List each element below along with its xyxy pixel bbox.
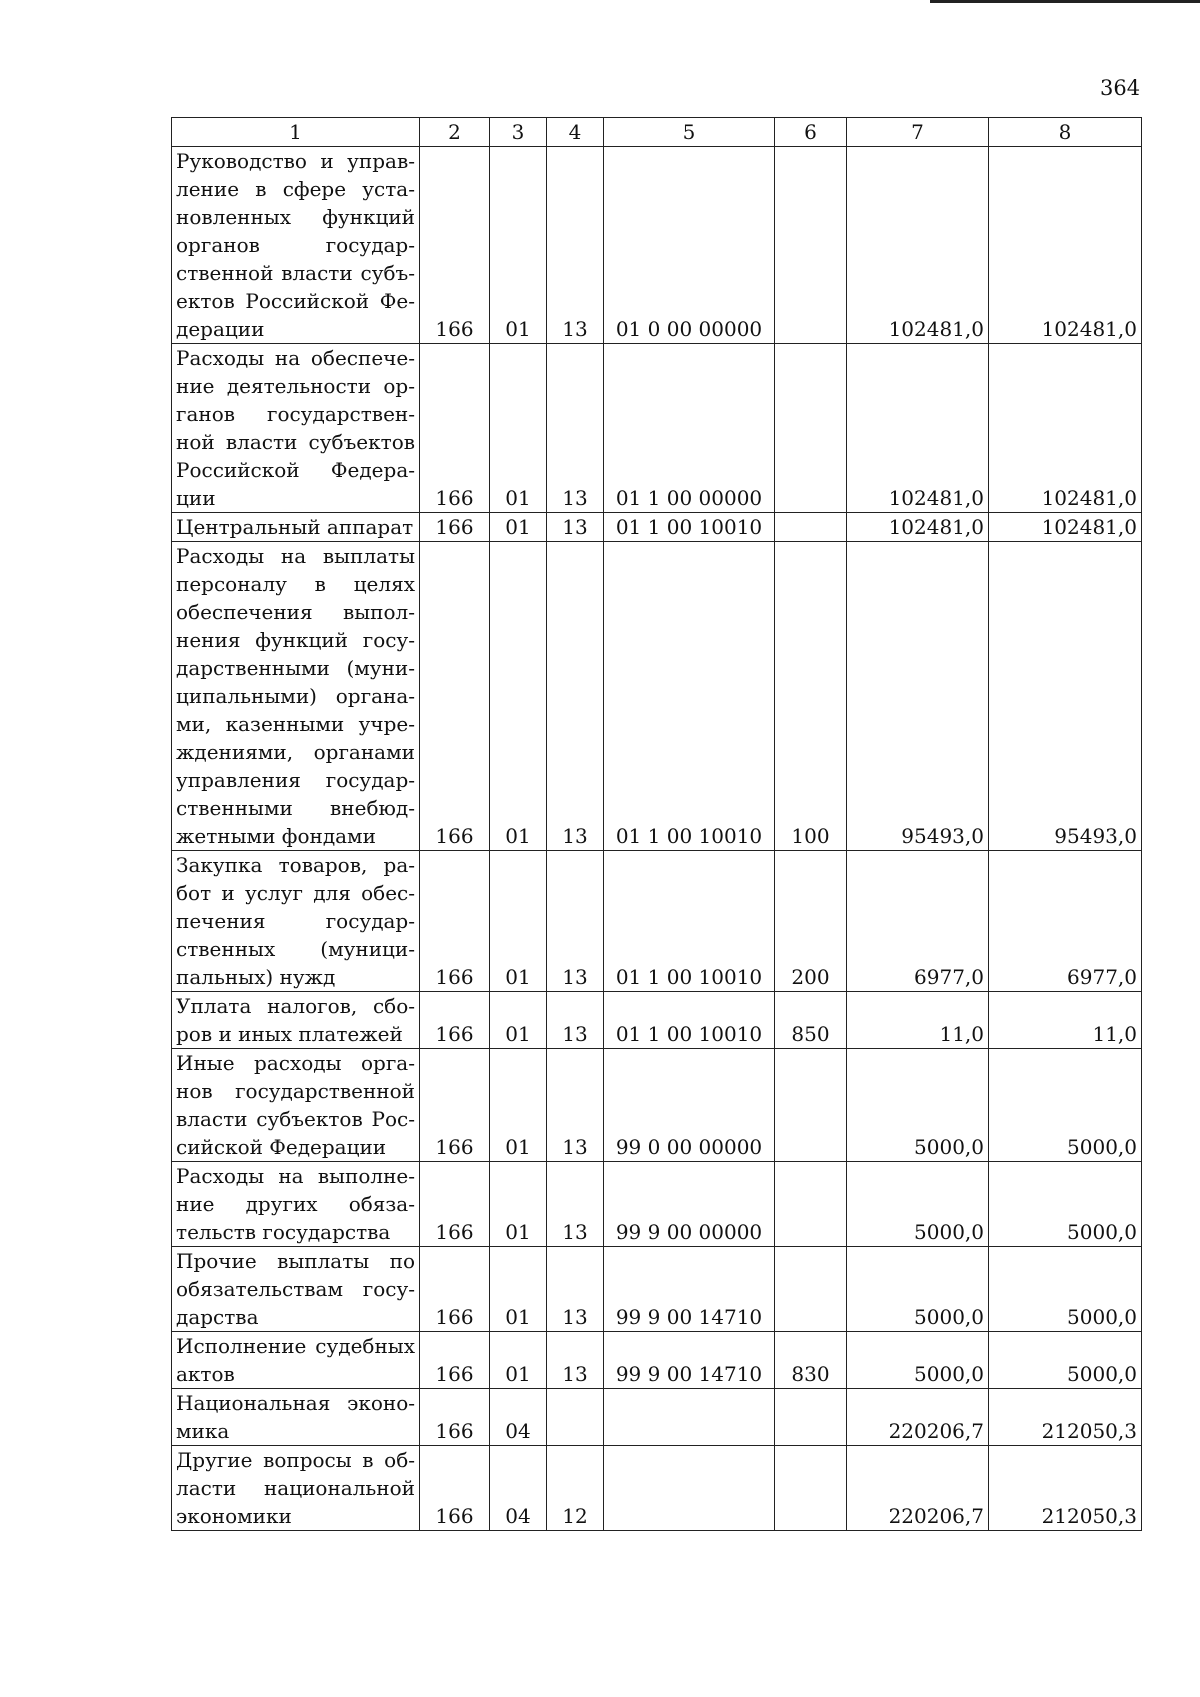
row-col8-cell: 6977,0 — [989, 851, 1142, 992]
row-col7-cell: 5000,0 — [847, 1162, 989, 1247]
page-number: 364 — [1100, 76, 1141, 100]
table-row — [172, 992, 1142, 1049]
row-col6-cell — [775, 1049, 847, 1162]
column-header: 4 — [547, 118, 604, 147]
row-col3-cell: 04 — [490, 1446, 547, 1531]
row-col2-cell: 166 — [420, 1247, 490, 1332]
row-col2-cell: 166 — [420, 1389, 490, 1446]
row-col4-cell: 13 — [547, 1332, 604, 1389]
row-col3-cell: 01 — [490, 992, 547, 1049]
top-rule — [930, 0, 1200, 3]
row-col8-cell: 95493,0 — [989, 542, 1142, 851]
row-col5-cell — [604, 1389, 775, 1446]
table-row — [172, 1446, 1142, 1531]
row-col4-cell: 13 — [547, 992, 604, 1049]
column-header: 5 — [604, 118, 775, 147]
header-row — [172, 118, 1142, 147]
row-col8-cell: 212050,3 — [989, 1446, 1142, 1531]
row-col3-cell: 01 — [490, 513, 547, 542]
row-col7-cell: 5000,0 — [847, 1049, 989, 1162]
row-col3-cell: 01 — [490, 1049, 547, 1162]
row-col2-cell: 166 — [420, 1049, 490, 1162]
row-name-cell: Другие вопросы в об- ласти национальной экономики — [172, 1446, 420, 1531]
row-col7-cell: 220206,7 — [847, 1446, 989, 1531]
row-name-cell: Центральный аппарат — [172, 513, 420, 542]
row-col8-cell: 5000,0 — [989, 1332, 1142, 1389]
row-name-cell: Расходы на выплаты персоналу в целях обеспечения выпол- нения функций госу- дарственными (муни- ципальными) органа- ми, казенными учре- ждениями, органами управления государ- ственными внебюд- жетными фондами — [172, 542, 420, 851]
row-col4-cell: 13 — [547, 1162, 604, 1247]
row-col3-cell: 01 — [490, 344, 547, 513]
row-col8-cell: 5000,0 — [989, 1162, 1142, 1247]
row-col4-cell: 13 — [547, 851, 604, 992]
row-col5-cell: 01 1 00 10010 — [604, 513, 775, 542]
row-name-cell: Исполнение судебных актов — [172, 1332, 420, 1389]
column-header: 8 — [989, 118, 1142, 147]
table-row — [172, 542, 1142, 851]
row-col6-cell — [775, 1446, 847, 1531]
row-col8-cell: 5000,0 — [989, 1049, 1142, 1162]
column-header: 7 — [847, 118, 989, 147]
row-col3-cell: 01 — [490, 851, 547, 992]
row-col6-cell — [775, 513, 847, 542]
row-name-cell: Руководство и управ- ление в сфере уста- новленных функций органов государ- ственной власти субъ- ектов Российской Фе- дерации — [172, 147, 420, 344]
row-col5-cell: 01 1 00 10010 — [604, 542, 775, 851]
row-col3-cell: 01 — [490, 1332, 547, 1389]
row-col4-cell: 13 — [547, 1049, 604, 1162]
row-col4-cell — [547, 1389, 604, 1446]
table-body — [172, 147, 1142, 1531]
row-col2-cell: 166 — [420, 513, 490, 542]
row-col5-cell: 01 1 00 10010 — [604, 851, 775, 992]
row-col3-cell: 01 — [490, 1247, 547, 1332]
table-row — [172, 1247, 1142, 1332]
row-col7-cell: 5000,0 — [847, 1332, 989, 1389]
row-col2-cell: 166 — [420, 1162, 490, 1247]
row-col7-cell: 95493,0 — [847, 542, 989, 851]
row-col6-cell — [775, 1162, 847, 1247]
row-col8-cell: 212050,3 — [989, 1389, 1142, 1446]
row-col3-cell: 01 — [490, 1162, 547, 1247]
row-name-cell: Уплата налогов, сбо- ров и иных платежей — [172, 992, 420, 1049]
table-row — [172, 1162, 1142, 1247]
row-name-cell: Закупка товаров, ра- бот и услуг для обес- печения государ- ственных (муници- пальных) нужд — [172, 851, 420, 992]
row-col2-cell: 166 — [420, 542, 490, 851]
row-col3-cell: 01 — [490, 542, 547, 851]
row-col6-cell — [775, 1389, 847, 1446]
row-name-cell: Иные расходы орга- нов государственной власти субъектов Рос- сийской Федерации — [172, 1049, 420, 1162]
row-col2-cell: 166 — [420, 147, 490, 344]
row-col6-cell: 850 — [775, 992, 847, 1049]
row-col3-cell: 01 — [490, 147, 547, 344]
row-col4-cell: 13 — [547, 513, 604, 542]
row-col4-cell: 12 — [547, 1446, 604, 1531]
column-header: 1 — [172, 118, 420, 147]
row-col7-cell: 102481,0 — [847, 513, 989, 542]
row-col7-cell: 102481,0 — [847, 147, 989, 344]
row-col7-cell: 102481,0 — [847, 344, 989, 513]
row-col2-cell: 166 — [420, 992, 490, 1049]
row-col5-cell: 01 1 00 00000 — [604, 344, 775, 513]
row-col6-cell: 100 — [775, 542, 847, 851]
row-col6-cell — [775, 147, 847, 344]
table-row — [172, 1389, 1142, 1446]
row-col5-cell: 99 9 00 14710 — [604, 1332, 775, 1389]
row-col2-cell: 166 — [420, 851, 490, 992]
row-col2-cell: 166 — [420, 344, 490, 513]
row-col8-cell: 102481,0 — [989, 147, 1142, 344]
row-col7-cell: 220206,7 — [847, 1389, 989, 1446]
budget-table — [171, 117, 1142, 1531]
row-col4-cell: 13 — [547, 542, 604, 851]
row-col5-cell — [604, 1446, 775, 1531]
row-name-cell: Прочие выплаты по обязательствам госу- дарства — [172, 1247, 420, 1332]
column-header: 6 — [775, 118, 847, 147]
table-row — [172, 851, 1142, 992]
row-col6-cell: 200 — [775, 851, 847, 992]
table-row — [172, 344, 1142, 513]
row-col5-cell: 01 1 00 10010 — [604, 992, 775, 1049]
row-col4-cell: 13 — [547, 1247, 604, 1332]
table-row — [172, 1049, 1142, 1162]
row-col2-cell: 166 — [420, 1446, 490, 1531]
row-col3-cell: 04 — [490, 1389, 547, 1446]
row-col4-cell: 13 — [547, 147, 604, 344]
row-col8-cell: 11,0 — [989, 992, 1142, 1049]
row-col6-cell: 830 — [775, 1332, 847, 1389]
row-name-cell: Расходы на выполне- ние других обяза- тельств государства — [172, 1162, 420, 1247]
row-col5-cell: 99 0 00 00000 — [604, 1049, 775, 1162]
row-col2-cell: 166 — [420, 1332, 490, 1389]
row-col8-cell: 5000,0 — [989, 1247, 1142, 1332]
table-row — [172, 147, 1142, 344]
row-name-cell: Национальная эконо- мика — [172, 1389, 420, 1446]
row-col5-cell: 99 9 00 00000 — [604, 1162, 775, 1247]
row-name-cell: Расходы на обеспече- ние деятельности ор- ганов государствен- ной власти субъектов Российской Федера- ции — [172, 344, 420, 513]
table-row — [172, 1332, 1142, 1389]
column-header: 2 — [420, 118, 490, 147]
row-col7-cell: 6977,0 — [847, 851, 989, 992]
row-col6-cell — [775, 344, 847, 513]
row-col7-cell: 5000,0 — [847, 1247, 989, 1332]
table-row — [172, 513, 1142, 542]
row-col8-cell: 102481,0 — [989, 344, 1142, 513]
row-col7-cell: 11,0 — [847, 992, 989, 1049]
row-col5-cell: 01 0 00 00000 — [604, 147, 775, 344]
column-header: 3 — [490, 118, 547, 147]
row-col4-cell: 13 — [547, 344, 604, 513]
row-col8-cell: 102481,0 — [989, 513, 1142, 542]
row-col5-cell: 99 9 00 14710 — [604, 1247, 775, 1332]
row-col6-cell — [775, 1247, 847, 1332]
